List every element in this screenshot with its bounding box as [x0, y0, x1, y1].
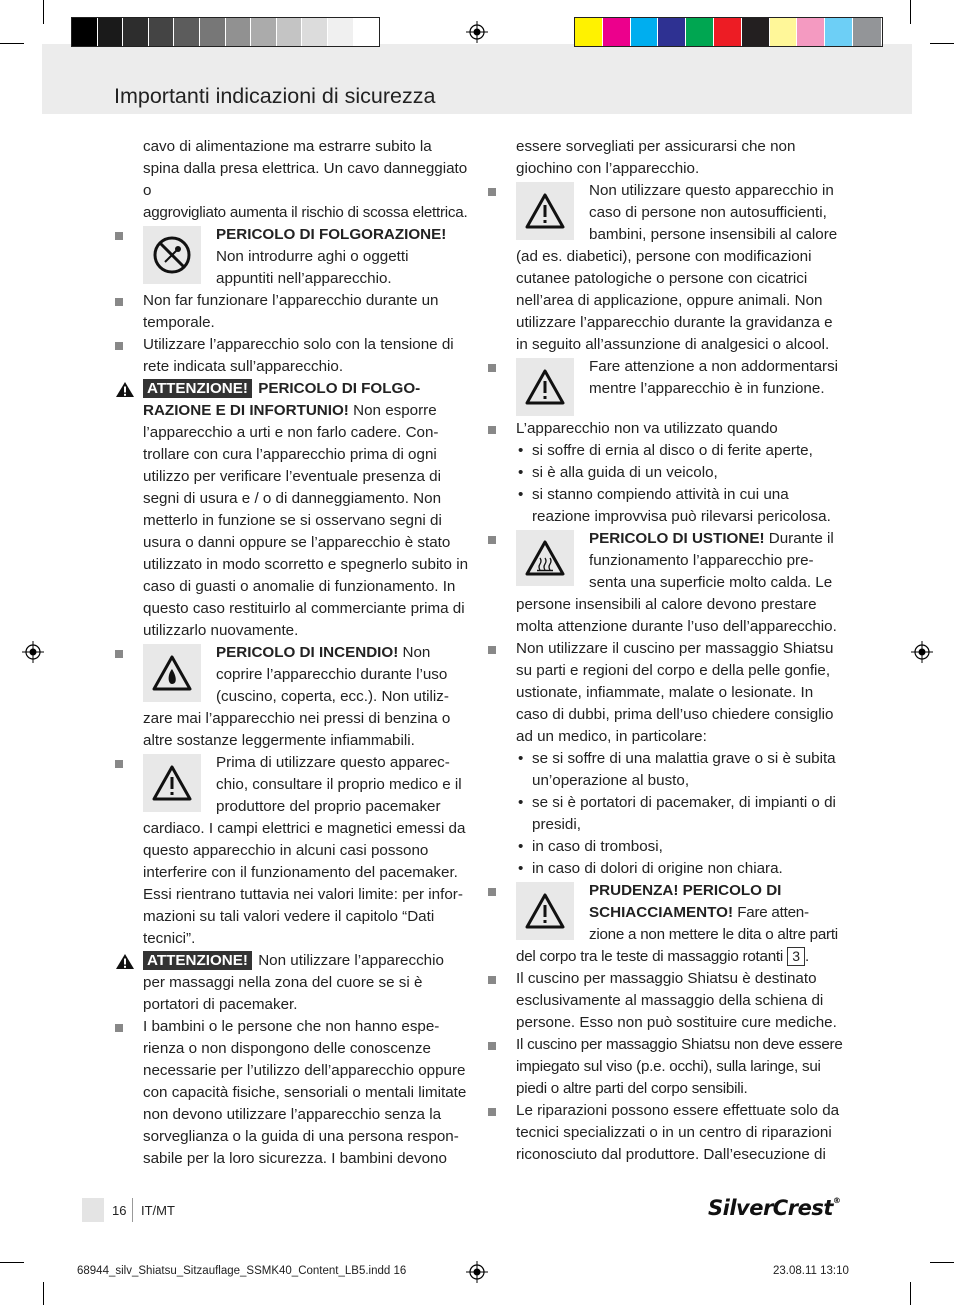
color-swatch [72, 18, 98, 46]
color-swatch [328, 18, 354, 46]
sub-list-item: • se si è portatori di pacemaker, di impianti o di presidi, [488, 792, 843, 836]
color-swatch [354, 18, 380, 46]
list-item: Fare attenzione a non addormentarsi mentre l’apparecchio è in funzione. [488, 356, 843, 418]
sub-list-item: • si soffre di ernia al disco o di ferite aperte, [488, 440, 843, 462]
color-swatch [631, 18, 659, 46]
list-item: L’apparecchio non va utilizzato quando [488, 418, 843, 440]
attention-label: ATTENZIONE! [143, 951, 252, 970]
crop-mark [930, 1262, 954, 1263]
crop-mark [930, 43, 954, 44]
color-swatch [575, 18, 603, 46]
color-swatch [770, 18, 798, 46]
color-swatch [251, 18, 277, 46]
crop-mark [0, 43, 24, 44]
color-swatch [825, 18, 853, 46]
brand-logo: SilverCrest® [708, 1196, 841, 1220]
paragraph: essere sorvegliati per assicurarsi che non giochino con l’apparecchio. [516, 138, 796, 177]
color-swatch [174, 18, 200, 46]
bullet-icon [115, 342, 123, 350]
warning-heading: PRUDENZA! PERICOLO DI SCHIACCIAMENTO! [589, 882, 782, 921]
list-item: Il cuscino per massaggio Shiatsu è destinato esclusivamente al massaggio della schiena di persone. Esso non può sostituire cure mediche. [488, 968, 843, 1034]
sub-list-item: • si stanno compiendo attività in cui una reazione improvvisa può rilevarsi pericolosa. [488, 484, 843, 528]
right-column [488, 136, 843, 1166]
paragraph: cavo di alimentazione ma estrarre subito la spina dalla presa elettrica. Un cavo danneggiato o aggrovigliato aumenta il rischio di scossa elettrica. [143, 138, 468, 221]
hot-surface-icon [516, 530, 574, 586]
color-swatch [98, 18, 124, 46]
warning-triangle-icon [143, 754, 201, 812]
color-swatch [226, 18, 252, 46]
color-swatch [797, 18, 825, 46]
list-item: ATTENZIONE! Non utilizzare l’apparecchio per massaggi nella zona del cuore se si è portatori di pacemaker. [115, 950, 470, 1016]
list-item: ATTENZIONE! PERICOLO DI FOLGO-RAZIONE E DI INFORTUNIO! Non esporre l’apparecchio a urti e non farlo cadere. Con-trollare con cura l’apparecchio prima di ogni utilizzo per verificare l’eventuale presenza di segni di usura e / o di danneggiamento. Non metterlo in funzione se si osservano segni di usura o danni oppure se l’apparecchio è stato utilizzato in modo scorretto e spegnerlo subito in caso di guasti o anomalie di funzionamento. In questo caso restituirlo al commerciante prima di utilizzarlo nuovamente. [115, 378, 470, 642]
print-date: 23.08.11 13:10 [773, 1265, 849, 1277]
color-swatch [603, 18, 631, 46]
warning-heading: PERICOLO DI FOLGO-RAZIONE E DI INFORTUNIO! [143, 380, 421, 419]
bullet-icon [488, 888, 496, 896]
registration-mark-icon [911, 641, 933, 663]
warning-triangle-icon [516, 358, 574, 416]
crop-mark [43, 0, 44, 24]
bullet-icon [488, 426, 496, 434]
page-title: Importanti indicazioni di sicurezza [114, 84, 436, 108]
no-needle-icon [143, 226, 201, 284]
sub-list-item: • si è alla guida di un veicolo, [488, 462, 843, 484]
color-swatch [123, 18, 149, 46]
bullet-icon [115, 650, 123, 658]
color-swatch [714, 18, 742, 46]
crop-mark [910, 1282, 911, 1305]
footer-divider [132, 1198, 133, 1222]
gray-color-bar [71, 17, 380, 47]
crop-mark [910, 0, 911, 24]
list-item: PERICOLO DI FOLGORAZIONE! Non introdurre aghi o oggetti appuntiti nell’apparecchio. [115, 224, 470, 290]
color-swatch [658, 18, 686, 46]
bullet-icon [115, 760, 123, 768]
crop-mark [43, 1282, 44, 1305]
color-swatch [200, 18, 226, 46]
list-item: Non far funzionare l’apparecchio durante un temporale. [115, 290, 470, 334]
footer-tab [82, 1198, 104, 1222]
bullet-icon [488, 188, 496, 196]
warning-triangle-icon [516, 882, 574, 940]
list-item: Utilizzare l’apparecchio solo con la tensione di rete indicata sull’apparecchio. [115, 334, 470, 378]
sub-list-item: • in caso di dolori di origine non chiara. [488, 858, 843, 880]
bullet-icon [488, 1042, 496, 1050]
color-swatch [853, 18, 881, 46]
bullet-icon [488, 1108, 496, 1116]
list-item: PRUDENZA! PERICOLO DI SCHIACCIAMENTO! Fare atten-zione a non mettere le dita o altre parti del corpo tra le teste di massaggio rotanti 3 . [488, 880, 843, 968]
list-item: Non utilizzare il cuscino per massaggio Shiatsu su parti e regioni del corpo e della pelle gonfie, ustionate, infiammate, malate o lesionate. In caso di dubbi, prima dell’uso chiedere consiglio ad un medico, in particolare: [488, 638, 843, 748]
fire-warning-icon [143, 644, 201, 702]
sub-list-item: • in caso di trombosi, [488, 836, 843, 858]
color-swatch [686, 18, 714, 46]
registration-mark-icon [22, 641, 44, 663]
sub-list-item: • se si soffre di una malattia grave o si è subita un’operazione al busto, [488, 748, 843, 792]
list-item: Le riparazioni possono essere effettuate solo da tecnici specializzati o in un centro di riparazioni riconosciuto dal produttore. Dall’esecuzione di [488, 1100, 843, 1166]
bullet-icon [115, 1024, 123, 1032]
list-item: Il cuscino per massaggio Shiatsu non deve essere impiegato sul viso (p.e. occhi), sulla laringe, sui piedi o altre parti del corpo sensibili. [488, 1034, 843, 1100]
crop-mark [0, 1262, 24, 1263]
file-slug: 68944_silv_Shiatsu_Sitzauflage_SSMK40_Content_LB5.indd 16 [77, 1265, 407, 1277]
color-swatch [742, 18, 770, 46]
warning-triangle-icon [115, 953, 135, 970]
bullet-icon [115, 298, 123, 306]
warning-heading: PERICOLO DI USTIONE! [589, 530, 765, 547]
list-item: Non utilizzare questo apparecchio in caso di persone non autosufficienti, bambini, persone insensibili al calore (ad es. diabetici), persone con modificazioni cutanee patologiche o persone con cicatrici nell’area di applicazione, oppure animali. Non utilizzare l’apparecchio durante la gravidanza e in seguito all’assunzione di analgesici o alcool. [488, 180, 843, 356]
warning-triangle-icon [115, 381, 135, 398]
color-swatch [302, 18, 328, 46]
list-item: I bambini o le persone che non hanno espe-rienza o non dispongono delle conoscenze necessarie per l’utilizzo dell’apparecchio oppure con capacità fisiche, sensoriali o mentali limitate non devono utilizzare l’apparecchio senza la sorveglianza o la guida di una persona respon-sabile per la loro sicurezza. I bambini devono [115, 1016, 470, 1170]
color-swatch [277, 18, 303, 46]
registration-mark-icon [466, 21, 488, 43]
list-item: PERICOLO DI USTIONE! Durante il funzionamento l’apparecchio pre-senta una superficie molto calda. Le persone insensibili al calore devono prestare molta attenzione durante l’uso dell’apparecchio. [488, 528, 843, 638]
process-color-bar [574, 17, 883, 47]
warning-triangle-icon [516, 182, 574, 240]
bullet-icon [488, 976, 496, 984]
bullet-icon [488, 536, 496, 544]
color-swatch [149, 18, 175, 46]
page-number: 16 [112, 1203, 127, 1218]
attention-label: ATTENZIONE! [143, 379, 252, 398]
bullet-icon [488, 364, 496, 372]
registration-mark-icon [466, 1261, 488, 1283]
warning-heading: PERICOLO DI FOLGORAZIONE! [216, 226, 447, 243]
bullet-icon [488, 646, 496, 654]
left-column [115, 136, 470, 1170]
language-code: IT/MT [141, 1203, 175, 1218]
figure-reference: 3 [787, 947, 805, 966]
warning-heading: PERICOLO DI INCENDIO! [216, 644, 399, 661]
list-item: Prima di utilizzare questo apparec-chio, consultare il proprio medico e il produttore del proprio pacemaker cardiaco. I campi elettrici e magnetici emessi da questo apparecchio in alcuni casi possono interferire con il funzionamento del pacemaker. Essi rientrano tuttavia nei valori limite: per infor-mazioni su tali valori vedere il capitolo “Dati tecnici”. [115, 752, 470, 950]
bullet-icon [115, 232, 123, 240]
list-item: PERICOLO DI INCENDIO! Non coprire l’apparecchio durante l’uso (cuscino, coperta, ecc.). Non utiliz-zare mai l’apparecchio nei pressi di benzina o altre sostanze leggermente infiammabili. [115, 642, 470, 752]
